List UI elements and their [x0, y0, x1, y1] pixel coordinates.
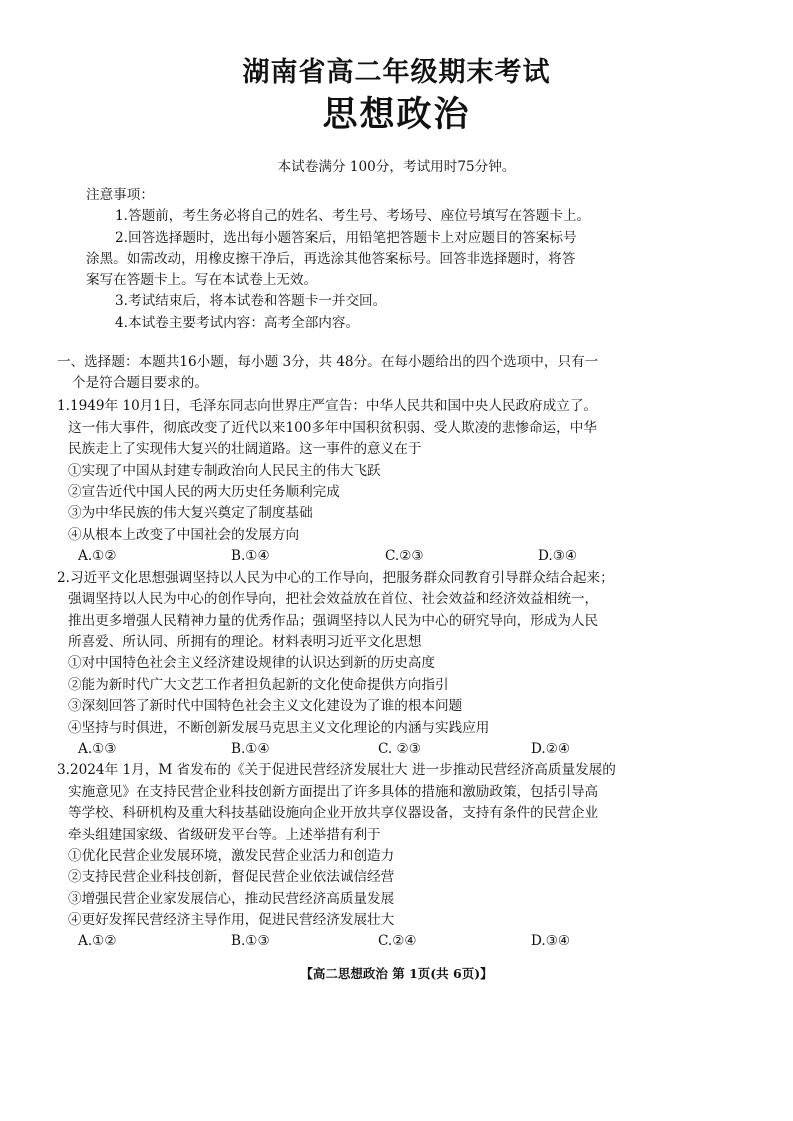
question-stem: 实施意见》在支持民营企业科技创新方面提出了许多具体的措施和激励政策，包括引导高: [68, 784, 599, 800]
exam-info: 本试卷满分 100分，考试用时75分钟。: [277, 159, 516, 175]
statement-item: ③增强民营企业家发展信心，推动民营经济高质量发展: [68, 891, 395, 907]
page-footer: 【高二思想政治 第 1页(共 6页)】: [300, 966, 493, 981]
statement-item: ③为中华民族的伟大复兴奠定了制度基础: [68, 505, 313, 521]
statement-item: ④坚持与时俱进，不断创新发展马克思主义文化理论的内涵与实践应用: [68, 720, 490, 736]
question-stem: 强调坚持以人民为中心的创作导向，把社会效益放在首位、社会效益和经济效益相统一，: [68, 591, 599, 607]
answer-option[interactable]: C. ②③: [378, 741, 421, 757]
answer-option[interactable]: A.①③: [78, 741, 117, 757]
answer-option[interactable]: C.②③: [385, 548, 424, 564]
statement-item: ④从根本上改变了中国社会的发展方向: [68, 527, 300, 543]
note-line: 1.答题前，考生务必将自己的姓名、考生号、考场号、座位号填写在答题卡上。: [115, 208, 591, 224]
section-heading: 一、选择题：本题共16小题，每小题 3分，共 48分。在每小题给出的四个选项中，只有一: [57, 354, 599, 370]
notes-heading: 注意事项：: [86, 187, 154, 203]
statement-item: ①优化民营企业发展环境，激发民营企业活力和创造力: [68, 848, 395, 864]
question-stem: 1.1949年 10月1日，毛泽东同志向世界庄严宣告：中华人民共和国中央人民政府成立了。: [57, 398, 598, 414]
statement-item: ②能为新时代广大文艺工作者担负起新的文化使命提供方向指引: [68, 677, 449, 693]
note-line: 3.考试结束后，将本试卷和答题卡一并交回。: [115, 293, 387, 309]
answer-option[interactable]: D.②④: [531, 741, 571, 757]
subject-title: 思想政治: [322, 95, 471, 135]
note-line: 涂黑。如需改动，用橡皮擦干净后，再选涂其他答案标号。回答非选择题时，将答: [86, 251, 576, 267]
question-stem: 所喜爱、所认同、所拥有的理论。材料表明习近平文化思想: [68, 634, 422, 650]
answer-option[interactable]: B.①④: [231, 741, 270, 757]
answer-option[interactable]: A.①②: [78, 933, 117, 949]
section-heading: 个是符合题目要求的。: [72, 375, 208, 391]
answer-option[interactable]: D.③④: [538, 548, 578, 564]
question-stem: 这一伟大事件，彻底改变了近代以来100多年中国积贫积弱、受人欺凌的悲惨命运，中华: [68, 420, 597, 436]
note-line: 4.本试卷主要考试内容：高考全部内容。: [115, 315, 360, 331]
question-stem: 等学校、科研机构及重大科技基础设施向企业开放共享仪器设备，支持有条件的民营企业: [68, 805, 599, 821]
answer-option[interactable]: A.①②: [78, 548, 117, 564]
question-stem: 民族走上了实现伟大复兴的壮阔道路。这一事件的意义在于: [68, 441, 422, 457]
statement-item: ①对中国特色社会主义经济建设规律的认识达到新的历史高度: [68, 655, 436, 671]
statement-item: ②宣告近代中国人民的两大历史任务顺利完成: [68, 484, 340, 500]
question-stem: 3.2024年 1月，M 省发布的《关于促进民营经济发展壮大 进一步推动民营经济高质量发展的: [57, 762, 616, 778]
question-stem: 2.习近平文化思想强调坚持以人民为中心的工作导向，把服务群众同教育引导群众结合起来；: [57, 570, 614, 586]
answer-option[interactable]: B.①③: [231, 933, 270, 949]
statement-item: ①实现了中国从封建专制政治向人民民主的伟大飞跃: [68, 463, 381, 479]
answer-option[interactable]: C.②④: [378, 933, 417, 949]
statement-item: ④更好发挥民营经济主导作用，促进民营经济发展壮大: [68, 912, 395, 928]
answer-option[interactable]: D.③④: [531, 933, 571, 949]
question-stem: 牵头组建国家级、省级研发平台等。上述举措有利于: [68, 827, 381, 843]
answer-option[interactable]: B.①④: [231, 548, 270, 564]
question-stem: 推出更多增强人民精神力量的优秀作品；强调坚持以人民为中心的研究导向，形成为人民: [68, 613, 599, 629]
note-line: 案写在答题卡上。写在本试卷上无效。: [86, 272, 318, 288]
statement-item: ②支持民营企业科技创新，督促民营企业依法诚信经营: [68, 869, 395, 885]
statement-item: ③深刻回答了新时代中国特色社会主义文化建设为了谁的根本问题: [68, 698, 463, 714]
note-line: 2.回答选择题时，选出每小题答案后，用铅笔把答题卡上对应题目的答案标号: [115, 230, 577, 246]
exam-title: 湖南省高二年级期末考试: [242, 57, 551, 88]
